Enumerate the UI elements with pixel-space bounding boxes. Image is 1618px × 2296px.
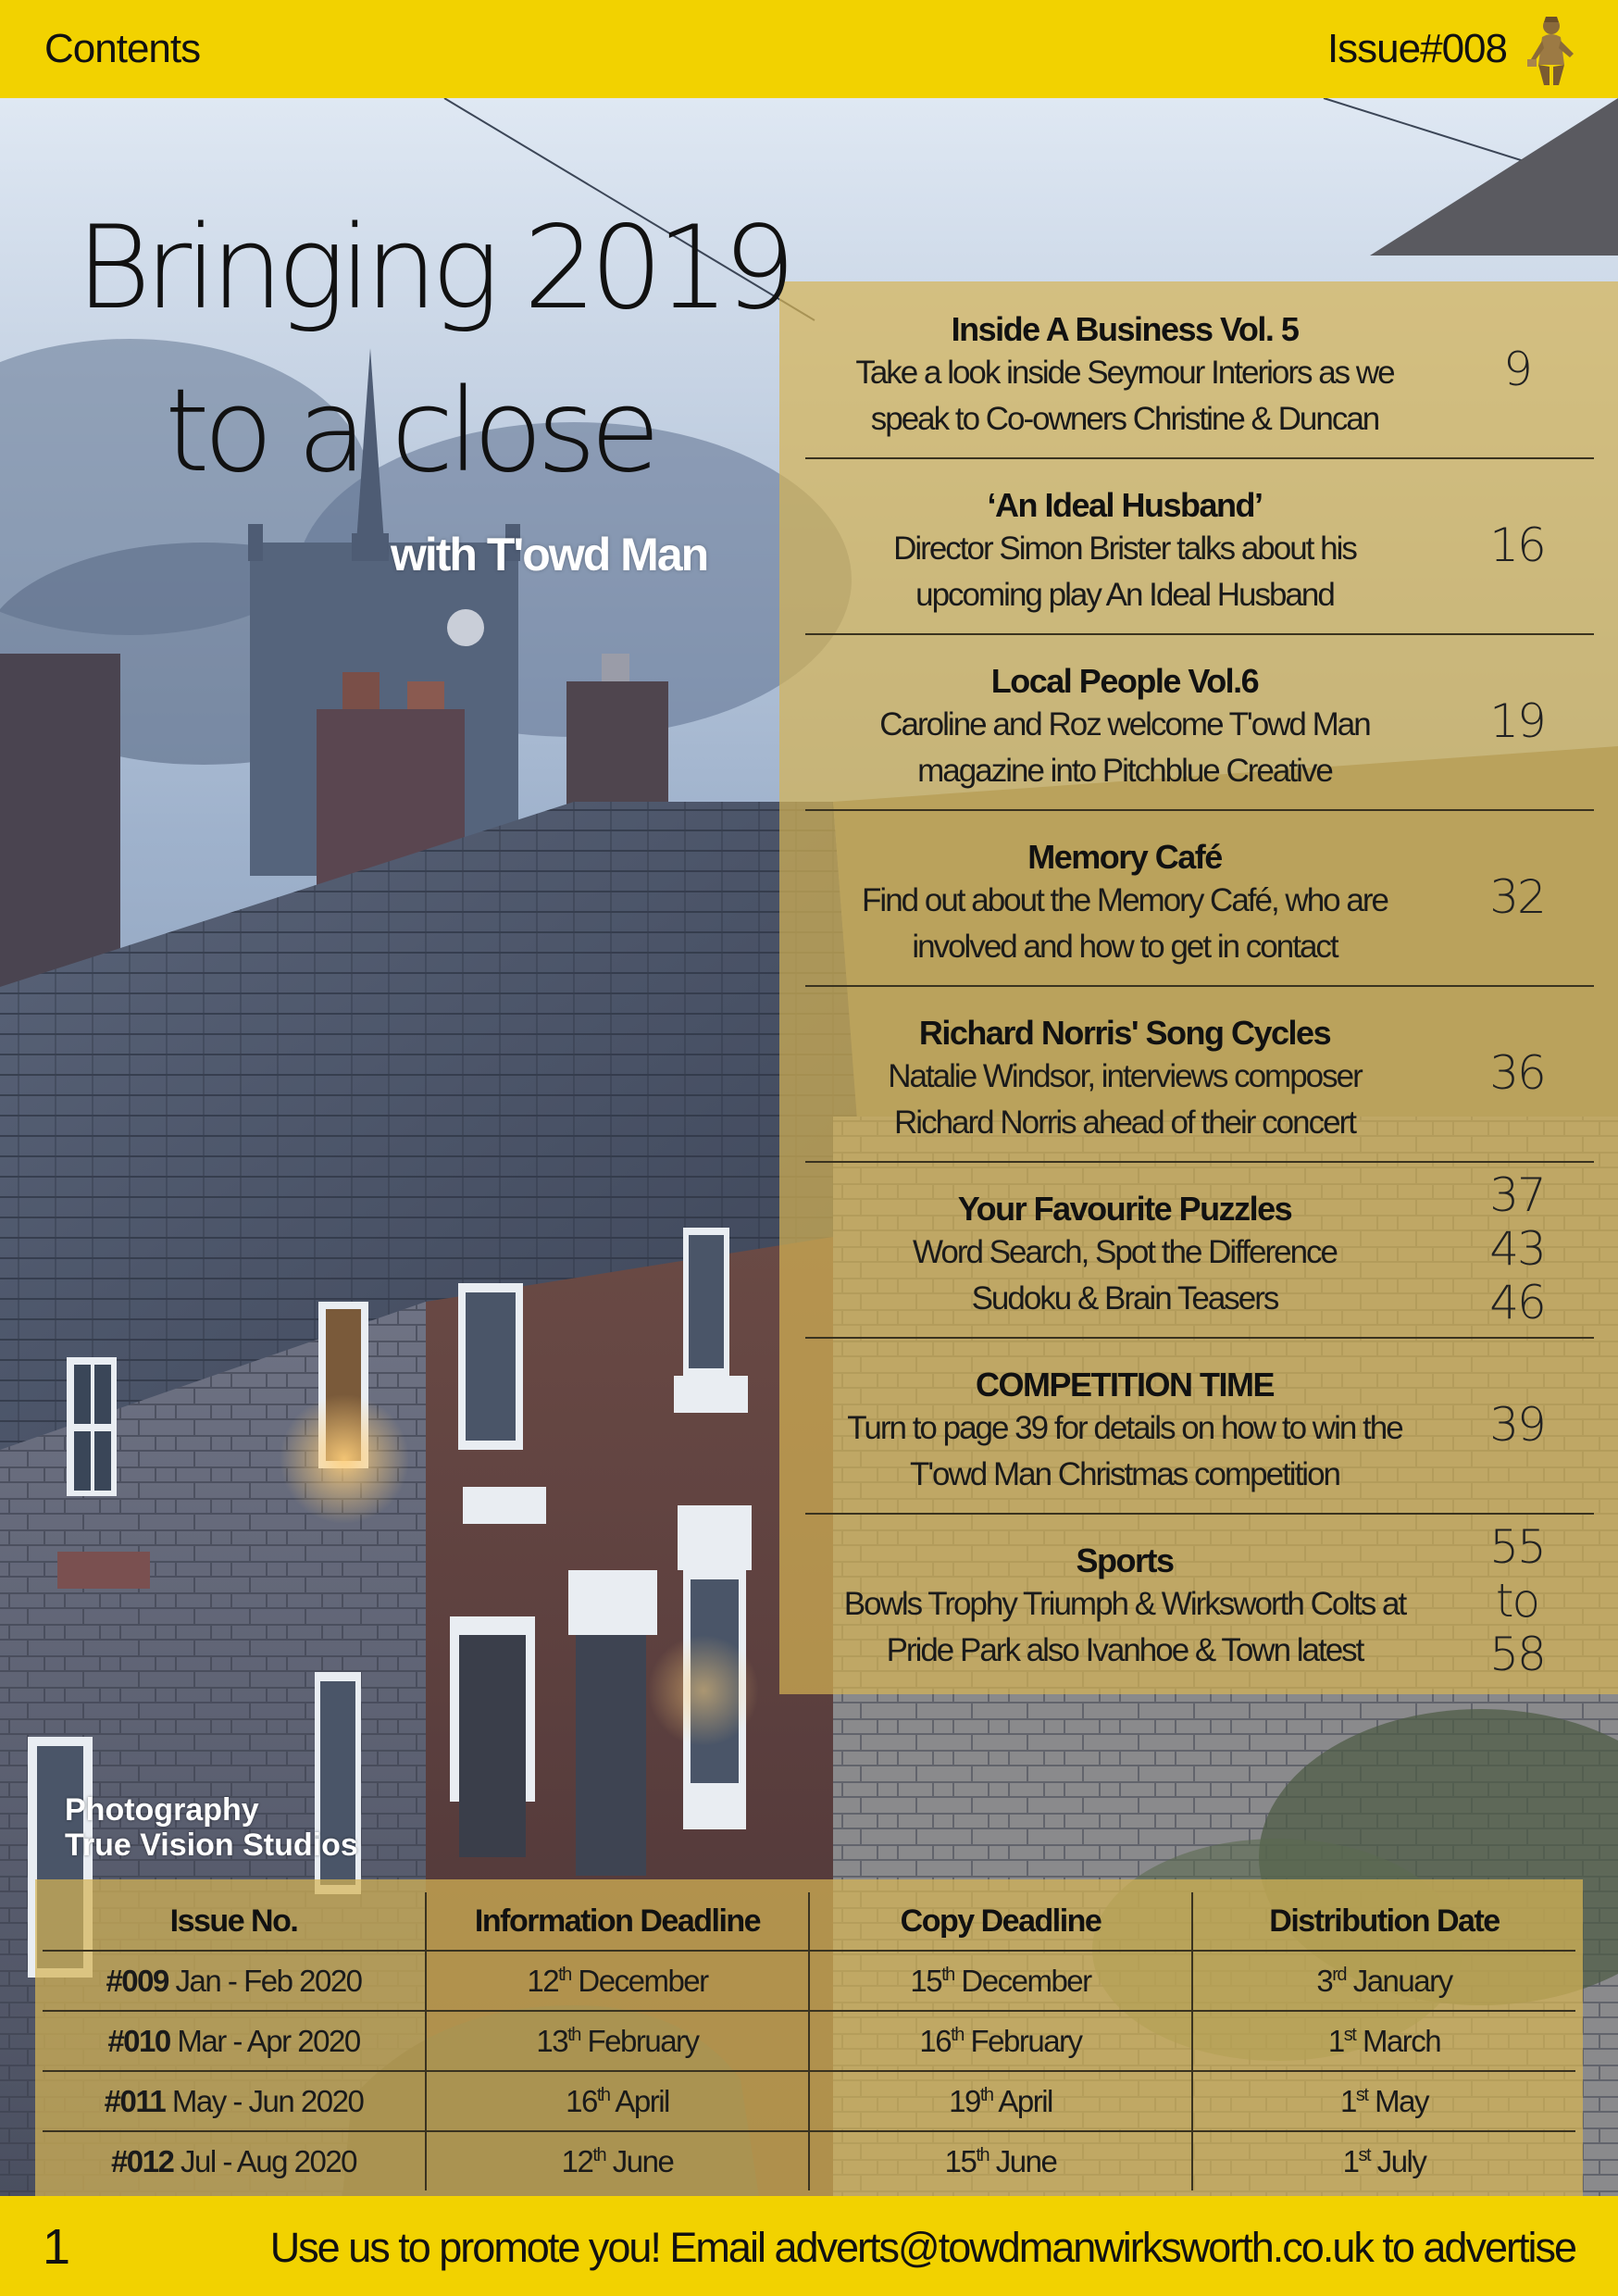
photo-credit bbox=[65, 1792, 358, 1863]
page-number: 37 bbox=[1489, 1168, 1545, 1222]
entry-description: Caroline and Roz welcome T'owd Man bbox=[879, 706, 1370, 742]
info-deadline-cell: 16th April bbox=[426, 2071, 809, 2131]
issue-cell: #010 Mar - Apr 2020 bbox=[43, 2011, 426, 2071]
entry-title: COMPETITION TIME bbox=[976, 1366, 1274, 1404]
entry-description: Take a look inside Seymour Interiors as we bbox=[855, 355, 1394, 391]
issue-label: Issue#008 bbox=[1326, 26, 1507, 71]
entry-description: Director Simon Brister talks about his bbox=[893, 530, 1356, 567]
advertise-promo-link[interactable]: Use us to promote you! Email adverts@towdmanwirksworth.co.uk to advertise bbox=[269, 2224, 1575, 2271]
page-number: 1 bbox=[43, 2219, 71, 2275]
towd-man-mascot-icon bbox=[1524, 13, 1577, 87]
copy-deadline-cell: 16th February bbox=[809, 2011, 1192, 2071]
info-deadline-cell: 13th February bbox=[426, 2011, 809, 2071]
entry-description: magazine into Pitchblue Creative bbox=[917, 753, 1332, 789]
entry-title: Inside A Business Vol. 5 bbox=[951, 310, 1299, 348]
schedule-header-row bbox=[43, 1892, 1575, 1951]
distribution-date-cell: 1st March bbox=[1192, 2011, 1575, 2071]
contents-entry[interactable] bbox=[805, 633, 1594, 811]
page-number: 32 bbox=[1489, 870, 1545, 924]
entry-description: involved and how to get in contact bbox=[912, 929, 1338, 965]
page-number: 46 bbox=[1489, 1276, 1545, 1329]
entry-page-numbers bbox=[1466, 1513, 1568, 1689]
entry-title: Richard Norris' Song Cycles bbox=[918, 1014, 1331, 1052]
entry-description: Richard Norris ahead of their concert bbox=[894, 1104, 1355, 1141]
column-header: Issue No. bbox=[43, 1892, 426, 1951]
contents-entry[interactable] bbox=[805, 809, 1594, 987]
entry-page-numbers bbox=[1466, 809, 1568, 985]
table-row bbox=[43, 2071, 1575, 2131]
entry-description: Natalie Windsor, interviews composer bbox=[888, 1058, 1362, 1094]
entry-description: T'owd Man Christmas competition bbox=[909, 1456, 1340, 1492]
header-bar bbox=[0, 0, 1618, 98]
page-number: 55 bbox=[1489, 1520, 1545, 1574]
contents-entry[interactable] bbox=[805, 1161, 1594, 1339]
page-number: 36 bbox=[1489, 1046, 1545, 1100]
entry-description: Pride Park also Ivanhoe & Town latest bbox=[886, 1632, 1363, 1668]
headline bbox=[76, 202, 790, 498]
contents-entry[interactable] bbox=[805, 457, 1594, 635]
copy-deadline-cell: 15th December bbox=[809, 1951, 1192, 2011]
entry-description: Find out about the Memory Café, who are bbox=[862, 882, 1388, 918]
entry-description: upcoming play An Ideal Husband bbox=[915, 577, 1334, 613]
column-header: Distribution Date bbox=[1192, 1892, 1575, 1951]
entry-page-numbers bbox=[1466, 281, 1568, 457]
distribution-date-cell: 1st May bbox=[1192, 2071, 1575, 2131]
page-number: 43 bbox=[1489, 1222, 1545, 1276]
contents-entry[interactable] bbox=[805, 281, 1594, 459]
entry-title: Memory Café bbox=[1027, 838, 1222, 876]
entry-title: Your Favourite Puzzles bbox=[957, 1190, 1292, 1228]
headline-line-1: Bringing 2019 bbox=[76, 202, 790, 335]
photo-credit-studio: True Vision Studios bbox=[65, 1828, 358, 1863]
page-number: 16 bbox=[1489, 518, 1545, 572]
section-label: Contents bbox=[44, 26, 201, 71]
table-row bbox=[43, 2011, 1575, 2071]
entry-description: Turn to page 39 for details on how to win the bbox=[847, 1410, 1402, 1446]
column-header: Copy Deadline bbox=[809, 1892, 1192, 1951]
entry-description: Word Search, Spot the Difference bbox=[912, 1234, 1338, 1270]
entry-description: Bowls Trophy Triumph & Wirksworth Colts at bbox=[843, 1586, 1406, 1622]
entry-description: Sudoku & Brain Teasers bbox=[971, 1280, 1278, 1316]
contents-entry[interactable] bbox=[805, 1513, 1594, 1689]
page-number: 58 bbox=[1489, 1628, 1545, 1681]
entry-page-numbers bbox=[1466, 1337, 1568, 1513]
headline-line-2: to a close bbox=[165, 365, 654, 498]
entry-page-numbers bbox=[1466, 1161, 1568, 1337]
table-row bbox=[43, 2131, 1575, 2190]
issue-cell: #012 Jul - Aug 2020 bbox=[110, 2143, 357, 2178]
entry-page-numbers bbox=[1466, 457, 1568, 633]
copy-deadline-cell: 19th April bbox=[809, 2071, 1192, 2131]
info-deadline-cell: 12th December bbox=[426, 1951, 809, 2011]
contents-entry[interactable] bbox=[805, 1337, 1594, 1515]
entry-description: speak to Co-owners Christine & Duncan bbox=[870, 401, 1379, 437]
distribution-date-cell: 3rd January bbox=[1192, 1951, 1575, 2011]
column-header: Information Deadline bbox=[426, 1892, 809, 1951]
issue-cell: #011 May - Jun 2020 bbox=[43, 2071, 426, 2131]
page-number: to bbox=[1495, 1574, 1539, 1628]
entry-page-numbers bbox=[1466, 985, 1568, 1161]
contents-entry[interactable] bbox=[805, 985, 1594, 1163]
page-number: 9 bbox=[1503, 343, 1531, 396]
entry-title: Sports bbox=[1076, 1541, 1174, 1579]
entry-title: ‘An Ideal Husband’ bbox=[987, 486, 1263, 524]
schedule-table bbox=[43, 1892, 1575, 2190]
entry-title: Local People Vol.6 bbox=[990, 662, 1259, 700]
entry-page-numbers bbox=[1466, 633, 1568, 809]
contents-panel bbox=[779, 281, 1618, 1694]
issue-schedule bbox=[35, 1879, 1583, 2196]
photo-credit-label: Photography bbox=[65, 1792, 259, 1828]
page-number: 19 bbox=[1489, 694, 1545, 748]
info-deadline-cell: 12th June bbox=[426, 2131, 809, 2190]
headline-subline: with T'owd Man bbox=[391, 529, 708, 580]
footer-bar bbox=[0, 2196, 1618, 2296]
issue-cell: #009 Jan - Feb 2020 bbox=[43, 1951, 426, 2011]
table-row bbox=[43, 1951, 1575, 2011]
distribution-date-cell: 1st July bbox=[1192, 2131, 1575, 2190]
page-number: 39 bbox=[1489, 1398, 1545, 1452]
copy-deadline-cell: 15th June bbox=[809, 2131, 1192, 2190]
